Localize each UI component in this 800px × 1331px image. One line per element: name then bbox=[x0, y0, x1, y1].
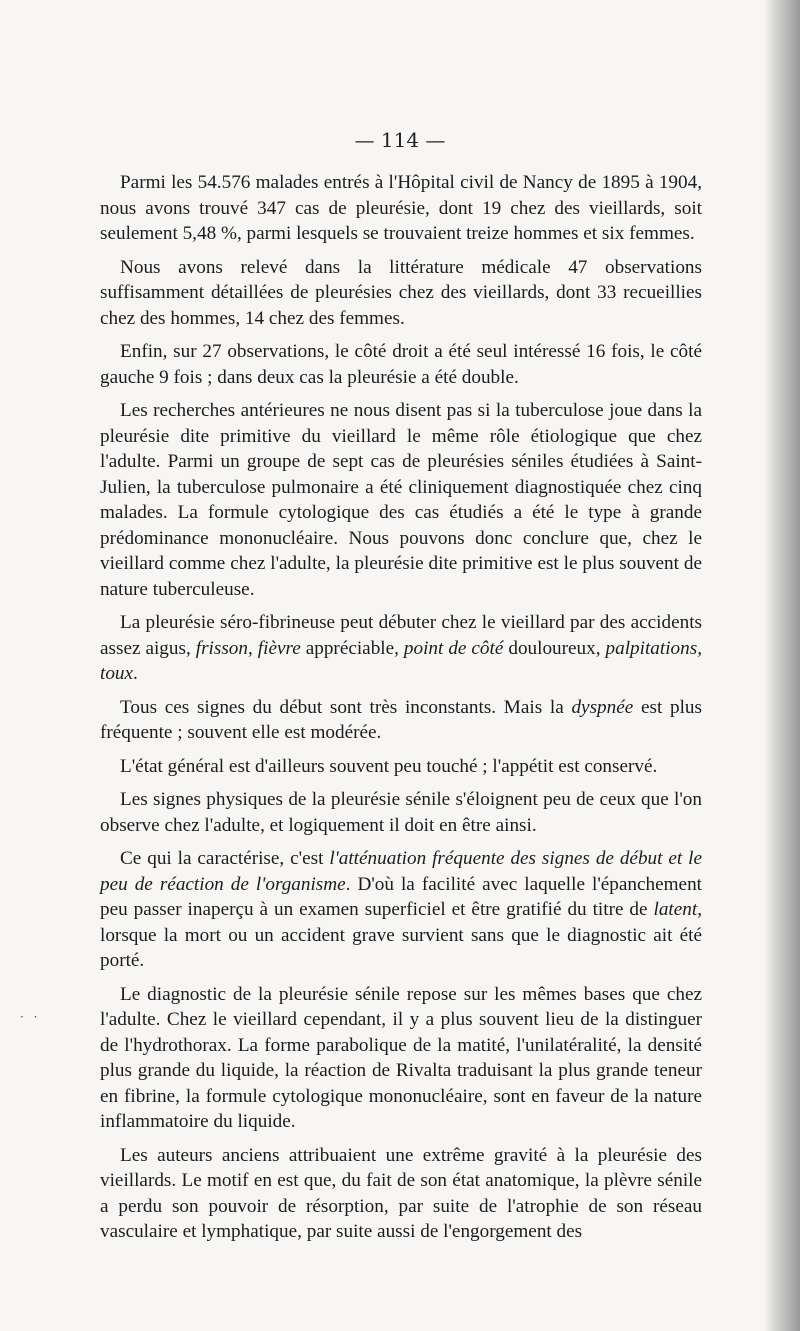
text-run: Tous ces signes du début sont très inconstants. Mais la bbox=[120, 696, 572, 718]
text-run: La pleurésie séro-fibrineuse peut débuter chez le vieillard par des accidents assez aigus, bbox=[100, 612, 702, 659]
text-run: Ce qui la caractérise, c'est bbox=[120, 848, 330, 869]
italic-text: dyspnée bbox=[571, 696, 634, 718]
text-run: L'état général est d'ailleurs souvent peu touché ; l'appétit est conservé. bbox=[120, 755, 658, 777]
paragraph bbox=[100, 695, 702, 746]
text-run: Enfin, sur 27 observations, le côté droit a été seul intéressé 16 fois, le côté gauche 9 fois ; dans deux cas la pleurésie a été double. bbox=[100, 341, 702, 388]
page-number: — 114 — bbox=[354, 128, 446, 152]
text-run: Les recherches antérieures ne nous disent pas si la tuberculose joue dans la pleurésie dite primitive du vieillard le même rôle étiologique que chez l'adulte. Parmi un groupe de sept cas de pleurésies séniles étudiées à Saint-Julien, la tuberculose pulmonaire a été cliniquement diagnostiquée chez cinq malades. La formule cytologique des cas étudiés a été le type à grande prédominance mononucléaire. Nous pouvons donc conclure que, chez le vieillard comme chez l'adulte, la pleurésie dite primitive est le plus souvent de nature tuberculeuse. bbox=[100, 400, 702, 600]
italic-text: palpitations, toux bbox=[100, 637, 702, 684]
paragraph bbox=[100, 846, 702, 974]
text-run: , bbox=[248, 637, 258, 659]
body-text bbox=[100, 170, 702, 1253]
text-run: . D'où la facilité avec laquelle l'épanchement peu passer inaperçu à un examen superficiel et être gratifié du titre de bbox=[100, 873, 703, 920]
paragraph bbox=[100, 398, 702, 602]
page-edge-shadow bbox=[764, 0, 800, 1331]
text-run: Nous avons relevé dans la littérature médicale 47 observations suffisamment détaillées de pleurésies chez des vieillards, dont 33 recueillies chez des hommes, 14 chez des femmes. bbox=[100, 256, 702, 329]
text-run: Les signes physiques de la pleurésie sénile s'éloignent peu de ceux que l'on observe chez l'adulte, et logiquement il doit en être ainsi. bbox=[100, 789, 702, 836]
paragraph bbox=[100, 787, 702, 838]
text-run: douloureux, bbox=[503, 637, 606, 659]
scan-specks: · · bbox=[20, 1010, 41, 1024]
italic-text: fièvre bbox=[257, 637, 301, 659]
paragraph bbox=[100, 339, 702, 390]
text-run: appréciable, bbox=[300, 637, 404, 659]
text-run: , lorsque la mort ou un accident grave survient sans que le diagnostic ait été porté. bbox=[100, 899, 702, 971]
text-run: Le diagnostic de la pleurésie sénile repose sur les mêmes bases que chez l'adulte. Chez le vieillard cependant, il y a plus souvent lieu de la distinguer de l'hydrothorax. La forme parabolique de la matité, l'unilatéralité, la densité plus grande du liquide, la réaction de Rivalta traduisant la plus grande teneur en fibrine, la formule cytologique mononucléaire, sont en faveur de la nature inflammatoire du liquide. bbox=[100, 983, 702, 1132]
paragraph bbox=[100, 610, 702, 687]
italic-text: l'atténuation fréquente des signes de début et le peu de réaction de l'organisme bbox=[100, 848, 702, 895]
text-run: . bbox=[133, 663, 138, 684]
text-run: est plus fréquente ; souvent elle est modérée. bbox=[100, 696, 702, 743]
italic-text: latent bbox=[653, 899, 698, 920]
paragraph bbox=[100, 255, 702, 332]
italic-text: frisson bbox=[195, 637, 248, 659]
paragraph bbox=[100, 982, 702, 1135]
paragraph bbox=[100, 170, 702, 247]
paragraph bbox=[100, 754, 702, 780]
text-run: Les auteurs anciens attribuaient une extrême gravité à la pleurésie des vieillards. Le motif en est que, du fait de son état anatomique, la plèvre sénile a perdu son pouvoir de résorption, par suite de l'atrophie de son réseau vasculaire et lymphatique, par suite aussi de l'engorgement des bbox=[100, 1144, 702, 1242]
paragraph bbox=[100, 1143, 702, 1245]
italic-text: point de côté bbox=[403, 637, 504, 659]
text-run: Parmi les 54.576 malades entrés à l'Hôpital civil de Nancy de 1895 à 1904, nous avons trouvé 347 cas de pleurésie, dont 19 chez des vieillards, soit seulement 5,48 %, parmi lesquels se trouvaient treize hommes et six femmes. bbox=[100, 172, 702, 244]
